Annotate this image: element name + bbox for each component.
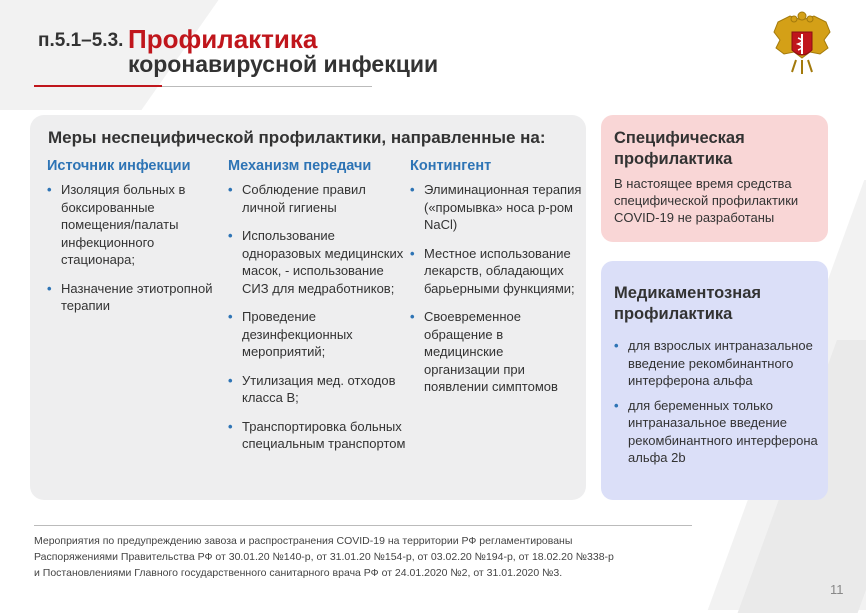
list-item: • Местное использование лекарств, обладающих барьерными функциями;	[410, 245, 575, 296]
column-title: Механизм передачи	[228, 158, 372, 174]
list-item: • для взрослых интраназальное введение рекомбинантного интерферона альфа	[614, 338, 813, 388]
list-item: • Соблюдение правил личной гигиены	[228, 182, 366, 215]
list-item: • Назначение этиотропной терапии	[47, 280, 213, 313]
bullet-icon: •	[228, 182, 233, 197]
title-underline-accent	[34, 85, 162, 87]
list-item: • Изоляция больных в боксированные помещения/палаты инфекционного стационара;	[47, 182, 186, 267]
bullet-icon: •	[47, 280, 52, 296]
nonspecific-prevention-title: Меры неспецифической профилактики, направленные на:	[48, 128, 546, 147]
slide-title: Профилактика	[128, 24, 318, 54]
specific-prevention-title: Специфическая профилактика	[614, 129, 745, 168]
footnote-line: Мероприятия по предупреждению завоза и распространения COVID-19 на территории РФ регламентированы	[34, 535, 573, 547]
list-item: • Элиминационная терапия («промывка» носа р-ром NaCl)	[410, 182, 582, 232]
bullet-list	[410, 181, 582, 396]
nonspecific-prevention-card	[30, 115, 586, 500]
section-reference: п.5.1–5.3.	[38, 30, 124, 51]
bullet-icon: •	[228, 372, 233, 388]
footnote	[34, 533, 714, 581]
bullet-icon: •	[410, 182, 415, 197]
bullet-icon: •	[228, 418, 233, 434]
column-contingent	[410, 158, 582, 407]
drug-prevention-card	[601, 261, 828, 500]
list-item: • для беременных только интраназальное введение рекомбинантного интерферона альфа 2b	[614, 397, 818, 465]
bullet-list	[614, 337, 824, 474]
column-transmission-mechanism	[228, 158, 408, 464]
list-item: • Проведение дезинфекционных мероприятий;	[228, 309, 353, 359]
column-title: Контингент	[410, 158, 492, 174]
list-item: • Транспортировка больных специальным транспортом	[228, 418, 406, 451]
bullet-icon: •	[410, 309, 415, 324]
slide-subtitle: коронавирусной инфекции	[128, 51, 439, 77]
list-item: • Утилизация мед. отходов класса В;	[228, 372, 396, 405]
ministry-of-health-emblem-icon	[772, 10, 832, 76]
drug-prevention-title: Медикаментозная профилактика	[614, 284, 762, 323]
bullet-list	[228, 181, 408, 453]
bullet-icon: •	[614, 397, 619, 413]
list-item: • Использование одноразовых медицинских масок, - использование СИЗ для медработников;	[228, 228, 404, 296]
bullet-icon: •	[410, 245, 415, 261]
footnote-line: и Постановлениями Главного государственного санитарного врача РФ от 24.01.2020 №2, от 31.01.2020 №3.	[34, 567, 563, 579]
bullet-icon: •	[228, 228, 233, 243]
column-title: Источник инфекции	[47, 158, 191, 174]
bullet-list	[47, 181, 219, 315]
page-number: 11	[830, 582, 844, 597]
bullet-icon: •	[228, 309, 233, 324]
specific-prevention-card	[601, 115, 828, 242]
footnote-divider	[34, 525, 692, 526]
list-item: • Своевременное обращение в медицинские организации при появлении симптомов	[410, 309, 558, 394]
title-underline	[162, 86, 372, 87]
specific-prevention-text: В настоящее время средства специфической профилактики COVID-19 не разработаны	[614, 176, 799, 225]
column-infection-source	[47, 158, 219, 326]
bullet-icon: •	[614, 338, 619, 353]
bullet-icon: •	[47, 182, 52, 197]
footnote-line: Распоряжениями Правительства РФ от 30.01.20 №140-р, от 31.01.20 №154-р, от 03.02.20 №194-р, от 18.02.20 №338-р	[34, 551, 614, 563]
